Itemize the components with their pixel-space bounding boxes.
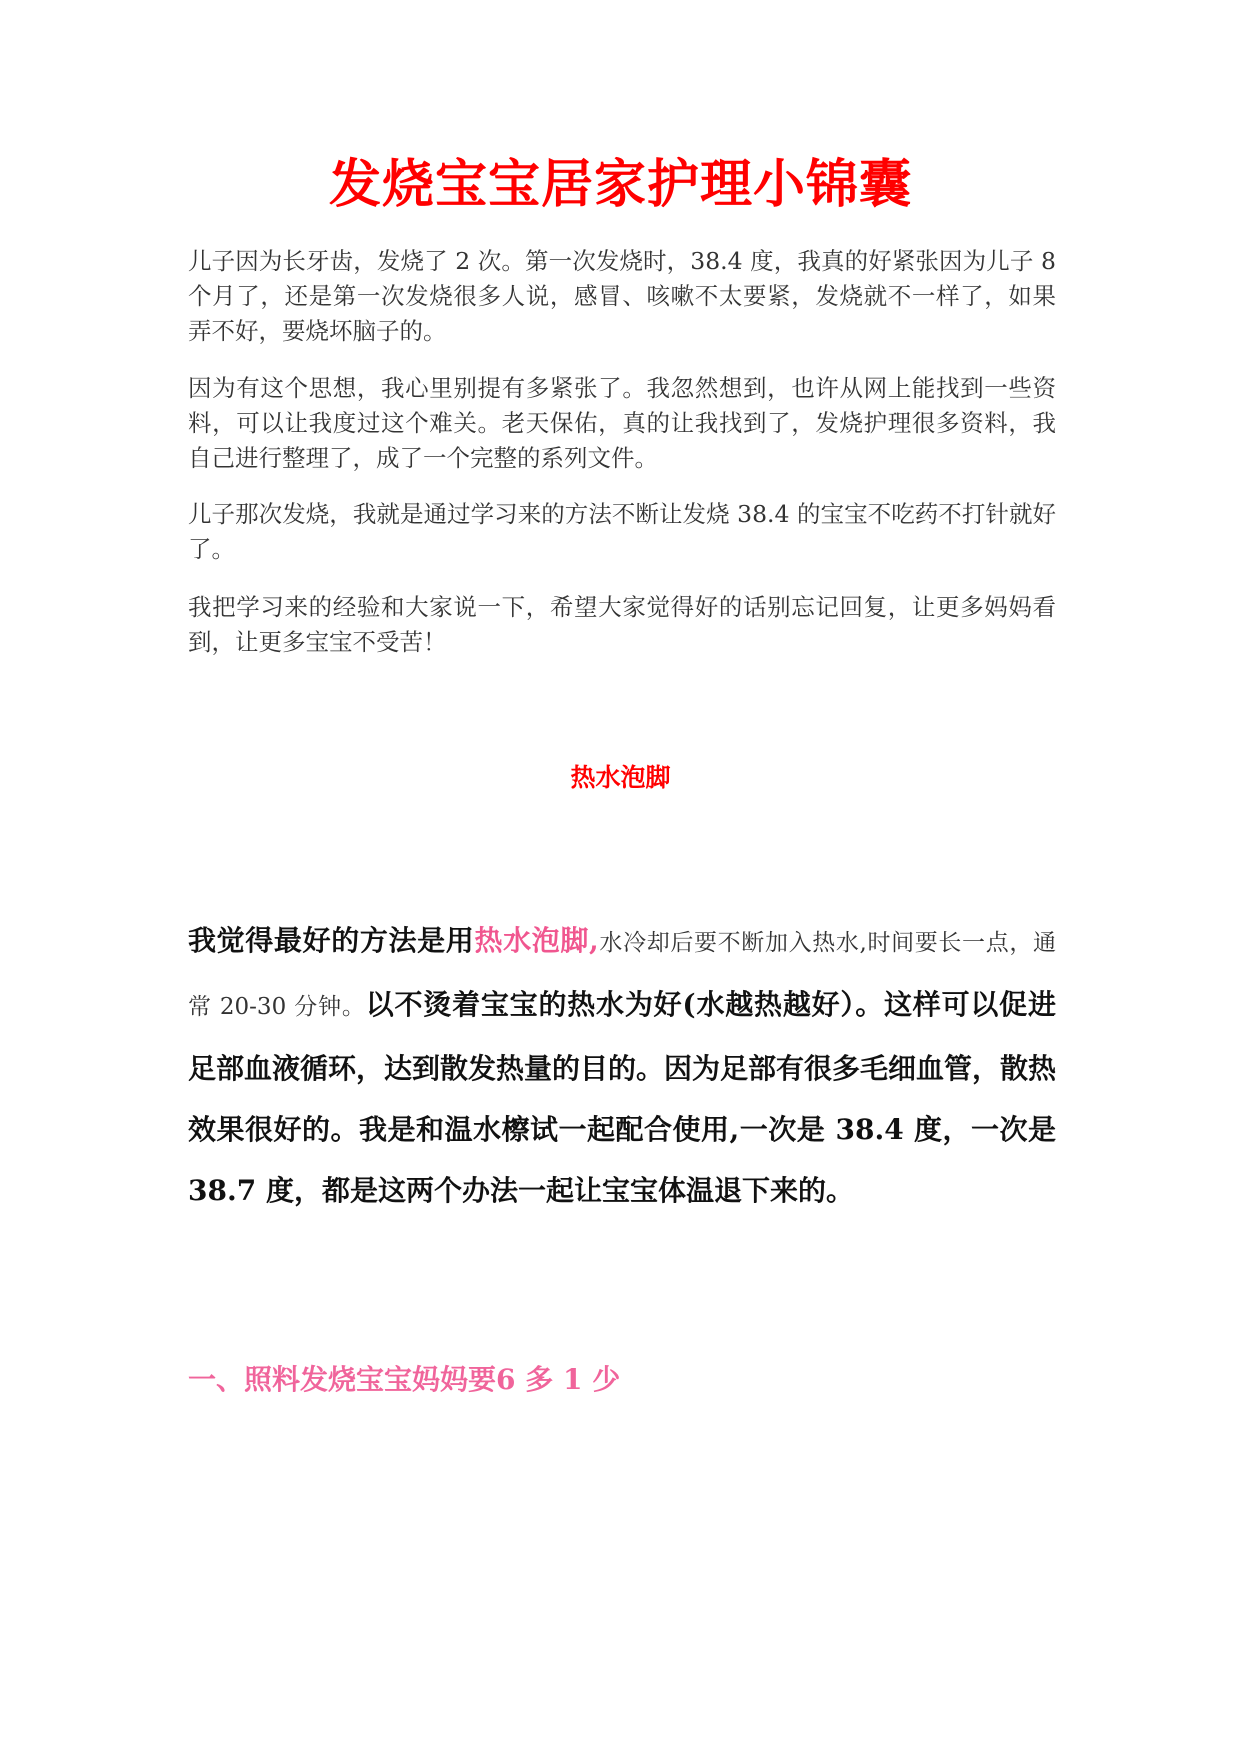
intro-paragraph-1: 儿子因为长牙齿，发烧了 2 次。第一次发烧时，38.4 度，我真的好紧张因为儿子 8 个月了，还是第一次发烧很多人说，感冒、咳嗽不太要紧，发烧就不一样了，如果弄不好，要烧坏脑子的。 <box>188 247 1056 345</box>
method-light-text: 水冷却后要不断加入热水,时间要长一点，通常 20-30 分钟。 <box>188 930 1056 1020</box>
section-title: 热水泡脚 <box>570 763 671 792</box>
method-paragraph <box>188 910 1056 1221</box>
method-rest-text: 以不烫着宝宝的热水为好(水越热越好）。这样可以促进足部血液循环，达到散发热量的目的。因为足部有很多毛细血管，散热效果很好的。我是和温水檫试一起配合使用,一次是 38.4 度，一次是 38.7 度，都是这两个办法一起让宝宝体温退下来的。 <box>188 988 1057 1207</box>
intro-paragraph-4: 我把学习来的经验和大家说一下，希望大家觉得好的话别忘记回复，让更多妈妈看到，让更多宝宝不受苦！ <box>188 593 1056 656</box>
intro-paragraph-2: 因为有这个思想，我心里别提有多紧张了。我忽然想到，也许从网上能找到一些资料，可以让我度过这个难关。老天保佑，真的让我找到了，发烧护理很多资料，我自己进行整理了，成了一个完整的系列文件。 <box>188 374 1056 472</box>
subsection-title: 一、照料发烧宝宝妈妈要6 多 1 少 <box>188 1363 621 1396</box>
document-title: 发烧宝宝居家护理小锦囊 <box>328 154 912 215</box>
method-highlight-text: 热水泡脚, <box>474 924 599 957</box>
intro-paragraph-3: 儿子那次发烧，我就是通过学习来的方法不断让发烧 38.4 的宝宝不吃药不打针就好了。 <box>188 500 1056 563</box>
method-lead-text: 我觉得最好的方法是用 <box>188 924 475 957</box>
